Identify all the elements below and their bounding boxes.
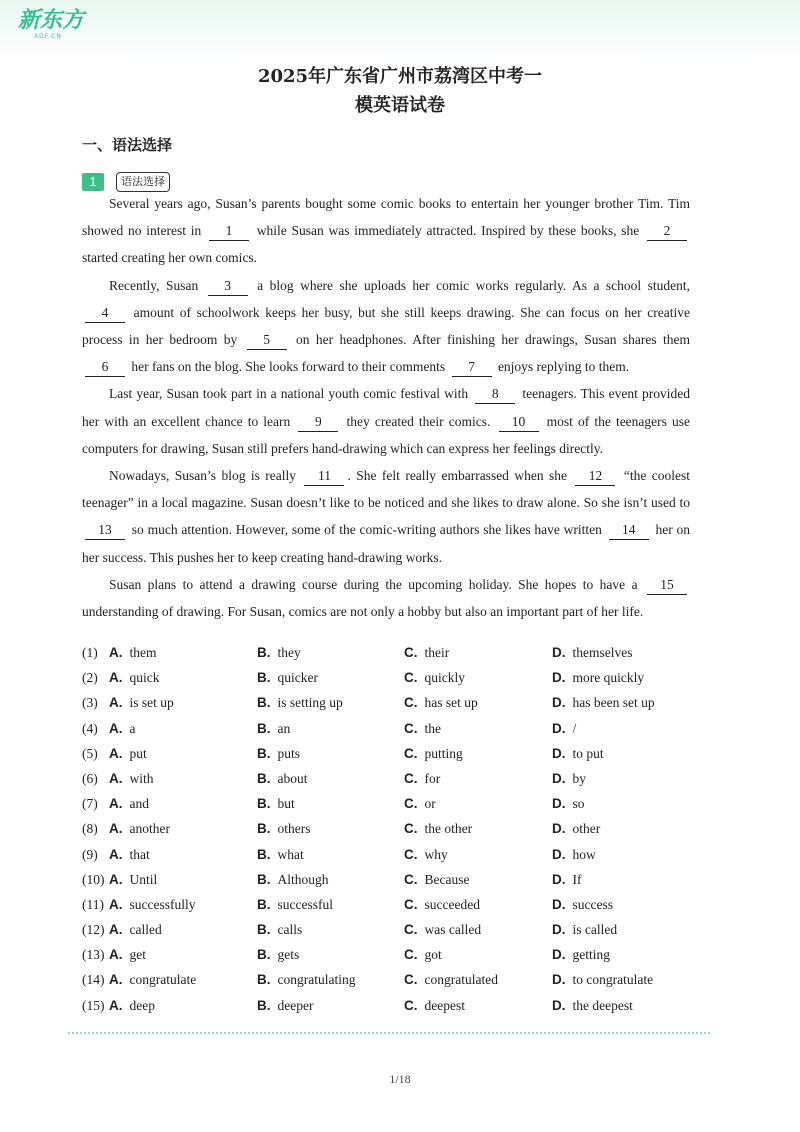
option-a[interactable]	[109, 995, 155, 1017]
option-text: is set up	[129, 695, 174, 711]
option-letter: D.	[552, 997, 566, 1013]
option-letter: C.	[404, 720, 418, 736]
option-letter: B.	[257, 846, 271, 862]
option-text: If	[572, 871, 582, 887]
option-row	[82, 768, 722, 793]
header-band	[0, 0, 800, 58]
option-row	[82, 818, 722, 843]
passage-text: while Susan was immediately attracted. Inspired by these books, she	[256, 223, 640, 239]
option-text: has set up	[424, 695, 478, 711]
passage-text: understanding of drawing. For Susan, comics are not only a hobby but also an important part of her life.	[82, 604, 644, 620]
option-text: by	[572, 770, 586, 786]
option-text: is called	[572, 922, 618, 938]
option-text: successful	[277, 896, 333, 912]
option-text: congratulate	[129, 972, 197, 988]
option-text: the	[424, 720, 441, 736]
option-text: a	[129, 720, 136, 736]
option-question-number: (10)	[82, 871, 105, 887]
option-text: them	[129, 645, 157, 660]
option-letter: A.	[109, 896, 123, 912]
option-text: and	[129, 796, 149, 812]
option-letter: C.	[404, 645, 418, 660]
passage-text: “the coolest teenager” in a local magazine. Susan doesn’t like to be noticed and she likes to draw alone. So she isn’t used to	[82, 468, 691, 511]
option-d[interactable]	[552, 768, 586, 790]
option-text: quickly	[424, 670, 465, 686]
option-d[interactable]	[552, 642, 633, 664]
option-a[interactable]	[109, 844, 150, 866]
option-letter: C.	[404, 972, 418, 988]
option-text: Although	[277, 871, 329, 887]
xdf-logo	[18, 9, 84, 41]
page-number: 1/18	[389, 1072, 411, 1086]
passage-text: teenagers. This event provided her with an excellent chance to learn	[82, 386, 690, 429]
option-b[interactable]	[257, 944, 299, 966]
option-letter: B.	[257, 670, 271, 686]
option-c[interactable]	[404, 743, 463, 765]
option-text: deeper	[277, 997, 314, 1013]
option-letter: B.	[257, 947, 271, 963]
option-question-number: (3)	[82, 695, 98, 711]
option-letter: A.	[109, 695, 123, 711]
option-a[interactable]	[109, 793, 149, 815]
option-row	[82, 919, 722, 944]
option-c[interactable]	[404, 718, 441, 740]
option-a[interactable]	[109, 642, 157, 664]
option-letter: D.	[552, 947, 566, 963]
option-c[interactable]	[404, 818, 472, 840]
option-letter: D.	[552, 695, 566, 711]
option-text: congratulating	[277, 972, 356, 988]
blank-3: 3	[208, 277, 248, 296]
option-text: the deepest	[572, 997, 633, 1013]
option-letter: C.	[404, 896, 418, 912]
option-c[interactable]	[404, 869, 469, 891]
option-letter: A.	[109, 770, 123, 786]
option-letter: B.	[257, 770, 271, 786]
option-letter: B.	[257, 922, 271, 938]
page-title-line1: 2025年广东省广州市荔湾区中考一	[257, 66, 543, 87]
option-letter: D.	[552, 645, 566, 660]
option-text: the other	[424, 821, 473, 837]
option-letter: C.	[404, 997, 418, 1013]
passage-text: Susan plans to attend a drawing course during the upcoming holiday. She hopes to have a	[109, 576, 638, 592]
option-letter: A.	[109, 670, 123, 686]
option-text: how	[572, 846, 596, 862]
option-letter: B.	[257, 972, 271, 988]
option-a[interactable]	[109, 692, 174, 714]
option-letter: D.	[552, 896, 566, 912]
option-c[interactable]	[404, 692, 478, 714]
option-a[interactable]	[109, 944, 146, 966]
option-b[interactable]	[257, 667, 318, 689]
option-b[interactable]	[257, 793, 295, 815]
option-letter: D.	[552, 871, 566, 887]
option-text: but	[277, 796, 295, 812]
option-text: succeeded	[424, 896, 480, 912]
option-b[interactable]	[257, 768, 308, 790]
option-text: putting	[424, 745, 463, 761]
blank-6: 6	[85, 358, 125, 377]
option-d[interactable]	[552, 718, 576, 740]
option-text: to congratulate	[572, 972, 654, 988]
blank-13: 13	[85, 521, 125, 540]
option-text: themselves	[572, 645, 633, 660]
option-row	[82, 692, 722, 717]
option-question-number: (8)	[82, 821, 98, 837]
option-letter: C.	[404, 922, 418, 938]
option-text: more quickly	[572, 670, 645, 686]
passage-paragraph-1	[82, 190, 690, 272]
option-letter: D.	[552, 745, 566, 761]
option-d[interactable]	[552, 894, 613, 916]
passage-paragraph-5	[82, 571, 690, 625]
option-letter: D.	[552, 821, 566, 837]
option-a[interactable]	[109, 919, 162, 941]
option-a[interactable]	[109, 743, 147, 765]
option-b[interactable]	[257, 919, 302, 941]
option-letter: D.	[552, 922, 566, 938]
option-letter: B.	[257, 997, 271, 1013]
option-text: to put	[572, 745, 604, 761]
option-letter: B.	[257, 745, 271, 761]
logo-subtext: XDF.CN	[34, 33, 62, 40]
option-letter: A.	[109, 947, 123, 963]
option-text: what	[277, 846, 304, 862]
option-c[interactable]	[404, 944, 442, 966]
option-letter: A.	[109, 645, 123, 660]
option-row	[82, 743, 722, 768]
blank-4: 4	[85, 304, 125, 323]
option-text: an	[277, 720, 291, 736]
option-text: get	[129, 947, 146, 963]
option-d[interactable]	[552, 743, 604, 765]
passage-text: amount of schoolwork keeps her busy, but she still keeps drawing. She can focus on her creative process in her bedroom by	[82, 304, 690, 348]
option-letter: A.	[109, 745, 123, 761]
question-number-badge: 1	[82, 173, 104, 191]
section-title: 一、语法选择	[82, 136, 173, 154]
option-letter: B.	[257, 821, 271, 837]
option-question-number: (15)	[82, 997, 105, 1013]
passage-text: . She felt really embarrassed when she	[347, 468, 568, 484]
option-letter: A.	[109, 720, 123, 736]
option-letter: A.	[109, 997, 123, 1013]
option-letter: C.	[404, 695, 418, 711]
passage-text: started creating her own comics.	[82, 250, 258, 266]
blank-9: 9	[298, 413, 338, 432]
passage-text: her fans on the blog. She looks forward to their comments	[131, 359, 446, 375]
passage-paragraph-2	[82, 272, 690, 381]
passage-text: Several years ago, Susan’s parents bought some comic books to entertain her younger brother Tim. Tim showed no interest in	[82, 196, 690, 239]
option-letter: A.	[109, 846, 123, 862]
option-text: gets	[277, 947, 300, 963]
option-b[interactable]	[257, 844, 304, 866]
option-letter: A.	[109, 972, 123, 988]
option-text: deepest	[424, 997, 465, 1013]
option-a[interactable]	[109, 768, 154, 790]
option-b[interactable]	[257, 995, 313, 1017]
option-d[interactable]	[552, 995, 633, 1017]
option-c[interactable]	[404, 919, 481, 941]
option-c[interactable]	[404, 667, 465, 689]
option-letter: A.	[109, 922, 123, 938]
option-letter: C.	[404, 670, 418, 686]
option-row	[82, 894, 722, 919]
option-row	[82, 793, 722, 818]
question-type-tag: 语法选择	[116, 172, 170, 192]
passage-text: her on her success. This pushes her to keep creating hand-drawing works.	[82, 522, 691, 565]
option-b[interactable]	[257, 743, 300, 765]
option-d[interactable]	[552, 944, 610, 966]
option-question-number: (5)	[82, 745, 98, 761]
blank-2: 2	[647, 222, 687, 241]
blank-14: 14	[609, 521, 649, 540]
option-c[interactable]	[404, 642, 449, 664]
option-letter: A.	[109, 821, 123, 837]
option-a[interactable]	[109, 869, 157, 891]
blank-7: 7	[452, 358, 492, 377]
option-b[interactable]	[257, 969, 355, 991]
option-text: deep	[129, 997, 155, 1013]
option-text: calls	[277, 922, 303, 938]
option-c[interactable]	[404, 969, 498, 991]
option-a[interactable]	[109, 818, 170, 840]
passage-text: Recently, Susan	[109, 277, 199, 293]
option-d[interactable]	[552, 692, 655, 714]
option-b[interactable]	[257, 869, 329, 891]
option-text: got	[424, 947, 442, 963]
option-row	[82, 944, 722, 969]
passage-text: a blog where she uploads her comic works regularly. As a school student,	[257, 277, 691, 293]
option-text: they	[277, 645, 301, 660]
option-d[interactable]	[552, 818, 600, 840]
option-letter: D.	[552, 670, 566, 686]
option-text: quick	[129, 670, 160, 686]
option-text: /	[572, 720, 577, 736]
option-letter: C.	[404, 846, 418, 862]
reading-passage	[82, 190, 690, 625]
option-c[interactable]	[404, 894, 480, 916]
option-a[interactable]	[109, 969, 196, 991]
option-question-number: (6)	[82, 770, 98, 786]
option-letter: B.	[257, 720, 271, 736]
option-c[interactable]	[404, 768, 440, 790]
passage-text: Last year, Susan took part in a national youth comic festival with	[109, 386, 469, 402]
option-d[interactable]	[552, 919, 617, 941]
option-letter: B.	[257, 896, 271, 912]
option-text: other	[572, 821, 601, 837]
blank-10: 10	[499, 413, 539, 432]
option-letter: B.	[257, 796, 271, 812]
option-letter: A.	[109, 796, 123, 812]
option-letter: B.	[257, 695, 271, 711]
option-text: about	[277, 770, 308, 786]
footer-divider	[68, 1032, 710, 1034]
option-letter: C.	[404, 947, 418, 963]
passage-text: most of the teenagers use computers for drawing, Susan still prefers hand-drawing which can express her feelings directly.	[82, 413, 691, 456]
passage-paragraph-3	[82, 380, 690, 462]
option-b[interactable]	[257, 692, 343, 714]
option-text: so	[572, 796, 585, 812]
option-c[interactable]	[404, 793, 436, 815]
option-letter: C.	[404, 745, 418, 761]
blank-1: 1	[209, 222, 249, 241]
option-row	[82, 642, 722, 667]
option-text: why	[424, 846, 448, 862]
option-b[interactable]	[257, 818, 311, 840]
option-question-number: (11)	[82, 896, 104, 912]
option-text: put	[129, 745, 147, 761]
option-text: quicker	[277, 670, 318, 686]
option-text: or	[424, 796, 436, 812]
option-letter: D.	[552, 972, 566, 988]
option-text: successfully	[129, 896, 196, 912]
option-d[interactable]	[552, 793, 585, 815]
option-letter: D.	[552, 846, 566, 862]
option-text: Because	[424, 871, 470, 887]
passage-text: on her headphones. After finishing her drawings, Susan shares them	[295, 332, 691, 348]
option-d[interactable]	[552, 844, 596, 866]
option-text: puts	[277, 745, 301, 761]
option-letter: C.	[404, 796, 418, 812]
option-question-number: (9)	[82, 846, 98, 862]
option-text: is setting up	[277, 695, 343, 711]
option-text: success	[572, 896, 613, 912]
option-row	[82, 667, 722, 692]
option-question-number: (14)	[82, 972, 105, 988]
passage-text: enjoys replying to them.	[497, 359, 630, 375]
option-row	[82, 995, 722, 1020]
option-text: Until	[129, 871, 158, 887]
option-b[interactable]	[257, 894, 333, 916]
blank-11: 11	[304, 467, 344, 486]
option-question-number: (1)	[82, 645, 98, 660]
option-letter: C.	[404, 821, 418, 837]
option-b[interactable]	[257, 642, 301, 664]
option-text: called	[129, 922, 162, 938]
option-text: getting	[572, 947, 610, 963]
blank-15: 15	[647, 576, 687, 595]
option-d[interactable]	[552, 869, 582, 891]
option-question-number: (7)	[82, 796, 98, 812]
option-text: was called	[424, 922, 482, 938]
option-letter: B.	[257, 645, 271, 660]
passage-paragraph-4	[82, 462, 690, 571]
option-c[interactable]	[404, 995, 465, 1017]
option-d[interactable]	[552, 969, 653, 991]
answer-options	[82, 642, 722, 1020]
blank-5: 5	[247, 331, 287, 350]
option-row	[82, 969, 722, 994]
option-letter: D.	[552, 796, 566, 812]
option-row	[82, 718, 722, 743]
passage-text: Nowadays, Susan’s blog is really	[109, 468, 297, 484]
option-question-number: (13)	[82, 947, 105, 963]
blank-8: 8	[475, 385, 515, 404]
option-a[interactable]	[109, 718, 136, 740]
option-question-number: (2)	[82, 670, 98, 686]
option-a[interactable]	[109, 667, 160, 689]
option-a[interactable]	[109, 894, 195, 916]
passage-text: they created their comics.	[346, 413, 491, 429]
option-text: for	[424, 770, 441, 786]
option-c[interactable]	[404, 844, 448, 866]
option-letter: C.	[404, 871, 418, 887]
option-question-number: (4)	[82, 720, 98, 736]
option-text: with	[129, 770, 154, 786]
passage-text: so much attention. However, some of the comic-writing authors she likes have written	[131, 522, 602, 538]
option-letter: A.	[109, 871, 123, 887]
option-row	[82, 869, 722, 894]
option-d[interactable]	[552, 667, 644, 689]
option-row	[82, 844, 722, 869]
option-letter: B.	[257, 871, 271, 887]
page-title-line2: 模英语试卷	[355, 95, 445, 116]
option-b[interactable]	[257, 718, 290, 740]
blank-12: 12	[575, 467, 615, 486]
option-text: has been set up	[572, 695, 655, 711]
option-text: that	[129, 846, 150, 862]
option-letter: D.	[552, 720, 566, 736]
option-text: others	[277, 821, 311, 837]
option-letter: C.	[404, 770, 418, 786]
option-question-number: (12)	[82, 922, 105, 938]
option-text: congratulated	[424, 972, 498, 988]
option-text: their	[424, 645, 450, 660]
logo-text: 新东方	[18, 8, 85, 33]
option-letter: D.	[552, 770, 566, 786]
option-text: another	[129, 821, 170, 837]
